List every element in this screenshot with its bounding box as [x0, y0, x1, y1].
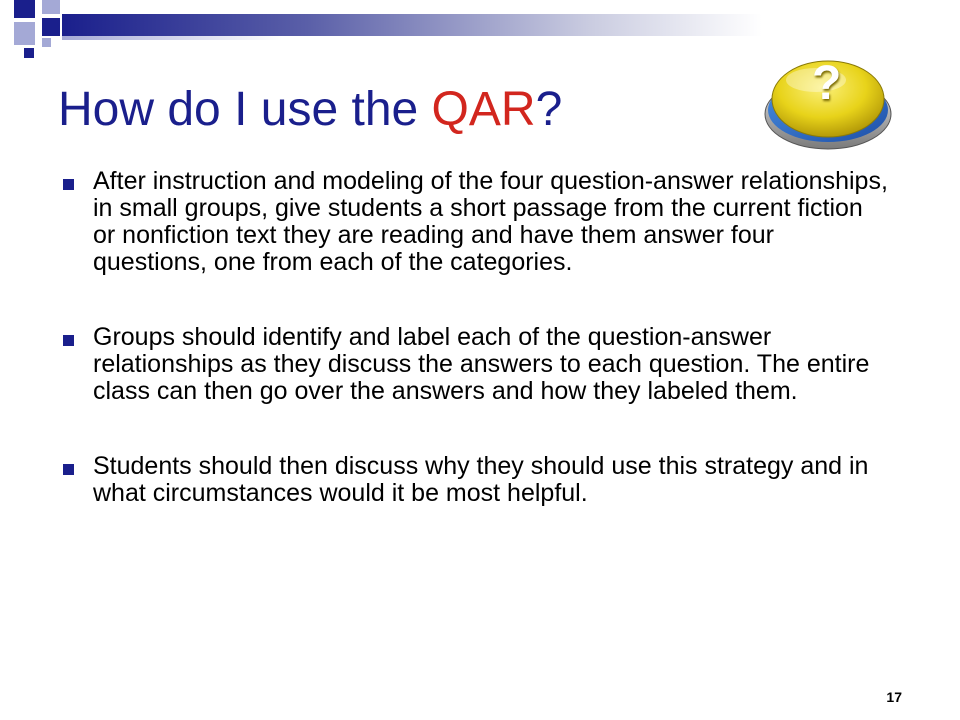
header-bar — [62, 14, 762, 36]
header-square — [42, 38, 51, 47]
header-square — [42, 0, 60, 14]
bullet-item — [60, 453, 890, 507]
question-mark-glyph: ? — [812, 57, 842, 110]
bullet-text: After instruction and modeling of the four question-answer relationships, in small groups, give students a short passage from the current fiction or nonfiction text they are reading and have them answer four questions, one from each of the categories. — [93, 167, 888, 276]
slide-title — [58, 84, 562, 137]
header-bar-accent — [62, 36, 282, 40]
bullet-item — [60, 324, 890, 405]
question-button-icon — [762, 52, 894, 152]
header-square — [14, 0, 35, 18]
header-square — [14, 22, 35, 45]
header-square — [42, 18, 60, 36]
bullet-marker — [63, 464, 74, 475]
header-square — [24, 48, 34, 58]
bullet-item — [60, 168, 890, 276]
bullet-marker — [63, 335, 74, 346]
bullet-text: Groups should identify and label each of the question-answer relationships as they discuss the answers to each question. The entire class can then go over the answers and how they labeled them. — [93, 323, 870, 405]
title-main: How do I use the — [58, 83, 432, 136]
title-accent: QAR — [431, 83, 536, 136]
bullet-list — [60, 168, 890, 555]
page-number: 17 — [886, 689, 902, 705]
bullet-text: Students should then discuss why they should use this strategy and in what circumstances would it be most helpful. — [93, 452, 869, 507]
title-end: ? — [535, 83, 563, 136]
bullet-marker — [63, 179, 74, 190]
